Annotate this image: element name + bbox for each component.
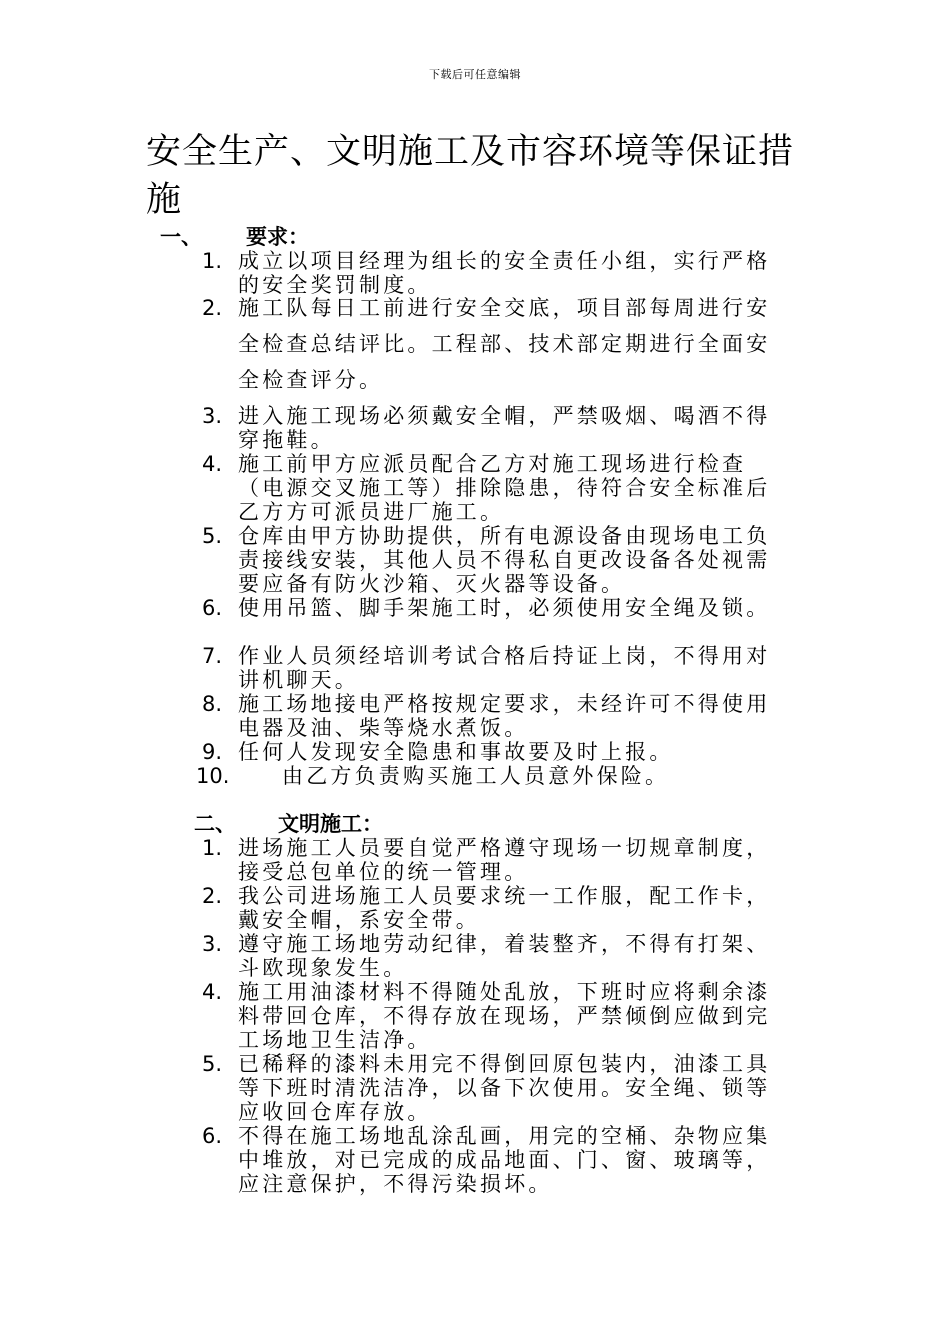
item-number: 6. bbox=[202, 1124, 223, 1148]
list-item bbox=[202, 452, 774, 524]
item-number: 5. bbox=[202, 524, 223, 548]
item-text: 使用吊篮、脚手架施工时，必须使用安全绳及锁。 bbox=[238, 596, 771, 620]
list-item bbox=[202, 524, 774, 596]
list-item bbox=[202, 740, 774, 764]
list-item bbox=[196, 764, 774, 788]
section-number: 一、 bbox=[160, 225, 202, 249]
list-item bbox=[202, 404, 774, 452]
item-text: 进场施工人员要自觉严格遵守现场一切规章制度，接受总包单位的统一管理。 bbox=[238, 836, 771, 884]
item-number: 4. bbox=[202, 452, 223, 476]
item-number: 4. bbox=[202, 980, 223, 1004]
item-text: 施工场地接电严格按规定要求，未经许可不得使用电器及油、柴等烧水煮饭。 bbox=[238, 692, 771, 740]
item-number: 3. bbox=[202, 404, 223, 428]
list-item bbox=[202, 290, 774, 398]
list-item bbox=[202, 1052, 774, 1124]
item-text: 已稀释的漆料未用完不得倒回原包装内，油漆工具等下班时清洗洁净，以备下次使用。安全绳、锁等应收回仓库存放。 bbox=[238, 1052, 771, 1124]
item-text: 施工前甲方应派员配合乙方对施工现场进行检查（电源交叉施工等）排除隐患，待符合安全标准后乙方方可派员进厂施工。 bbox=[238, 452, 771, 524]
item-text: 任何人发现安全隐患和事故要及时上报。 bbox=[238, 740, 674, 764]
section-heading-civilized-construction bbox=[194, 812, 434, 838]
page-header: 下载后可任意编辑 bbox=[429, 68, 521, 81]
list-item bbox=[202, 884, 774, 932]
item-number: 5. bbox=[202, 1052, 223, 1076]
item-number: 1. bbox=[202, 249, 223, 273]
item-number: 3. bbox=[202, 932, 223, 956]
item-number: 2. bbox=[202, 884, 223, 908]
item-number: 2. bbox=[202, 296, 223, 320]
list-item bbox=[202, 644, 774, 692]
item-number: 9. bbox=[202, 740, 223, 764]
item-text: 仓库由甲方协助提供，所有电源设备由现场电工负责接线安装，其他人员不得私自更改设备各处视需要应备有防火沙箱、灭火器等设备。 bbox=[238, 524, 771, 596]
section-number: 二、 bbox=[194, 812, 236, 836]
item-text: 进入施工现场必须戴安全帽，严禁吸烟、喝酒不得穿拖鞋。 bbox=[238, 404, 771, 452]
item-text: 遵守施工场地劳动纪律，着装整齐，不得有打架、斗欧现象发生。 bbox=[238, 932, 771, 980]
document-title: 安全生产、文明施工及市容环境等保证措施 bbox=[146, 132, 795, 220]
item-text: 由乙方负责购买施工人员意外保险。 bbox=[282, 764, 670, 788]
section-heading-requirements bbox=[160, 225, 360, 251]
list-item bbox=[202, 1124, 774, 1196]
item-text: 作业人员须经培训考试合格后持证上岗，不得用对讲机聊天。 bbox=[238, 644, 771, 692]
list-item bbox=[202, 932, 774, 980]
list-item bbox=[202, 980, 774, 1052]
list-item bbox=[202, 596, 774, 620]
item-text: 成立以项目经理为组长的安全责任小组，实行严格的安全奖罚制度。 bbox=[238, 249, 771, 297]
item-text: 施工用油漆材料不得随处乱放，下班时应将剩余漆料带回仓库，不得存放在现场，严禁倾倒应做到完工场地卫生洁净。 bbox=[238, 980, 771, 1052]
item-number: 10. bbox=[196, 764, 230, 788]
list-item bbox=[202, 692, 774, 740]
item-number: 7. bbox=[202, 644, 223, 668]
section-title: 要求： bbox=[246, 225, 309, 249]
item-number: 6. bbox=[202, 596, 223, 620]
item-number: 8. bbox=[202, 692, 223, 716]
item-number: 1. bbox=[202, 836, 223, 860]
item-text: 施工队每日工前进行安全交底，项目部每周进行安全检查总结评比。工程部、技术部定期进行全面安全检查评分。 bbox=[238, 296, 771, 392]
item-text: 我公司进场施工人员要求统一工作服，配工作卡，戴安全帽，系安全带。 bbox=[238, 884, 771, 932]
item-text: 不得在施工场地乱涂乱画，用完的空桶、杂物应集中堆放，对已完成的成品地面、门、窗、玻璃等，应注意保护，不得污染损坏。 bbox=[238, 1124, 771, 1196]
section-title: 文明施工： bbox=[278, 812, 383, 836]
list-item bbox=[202, 836, 774, 884]
